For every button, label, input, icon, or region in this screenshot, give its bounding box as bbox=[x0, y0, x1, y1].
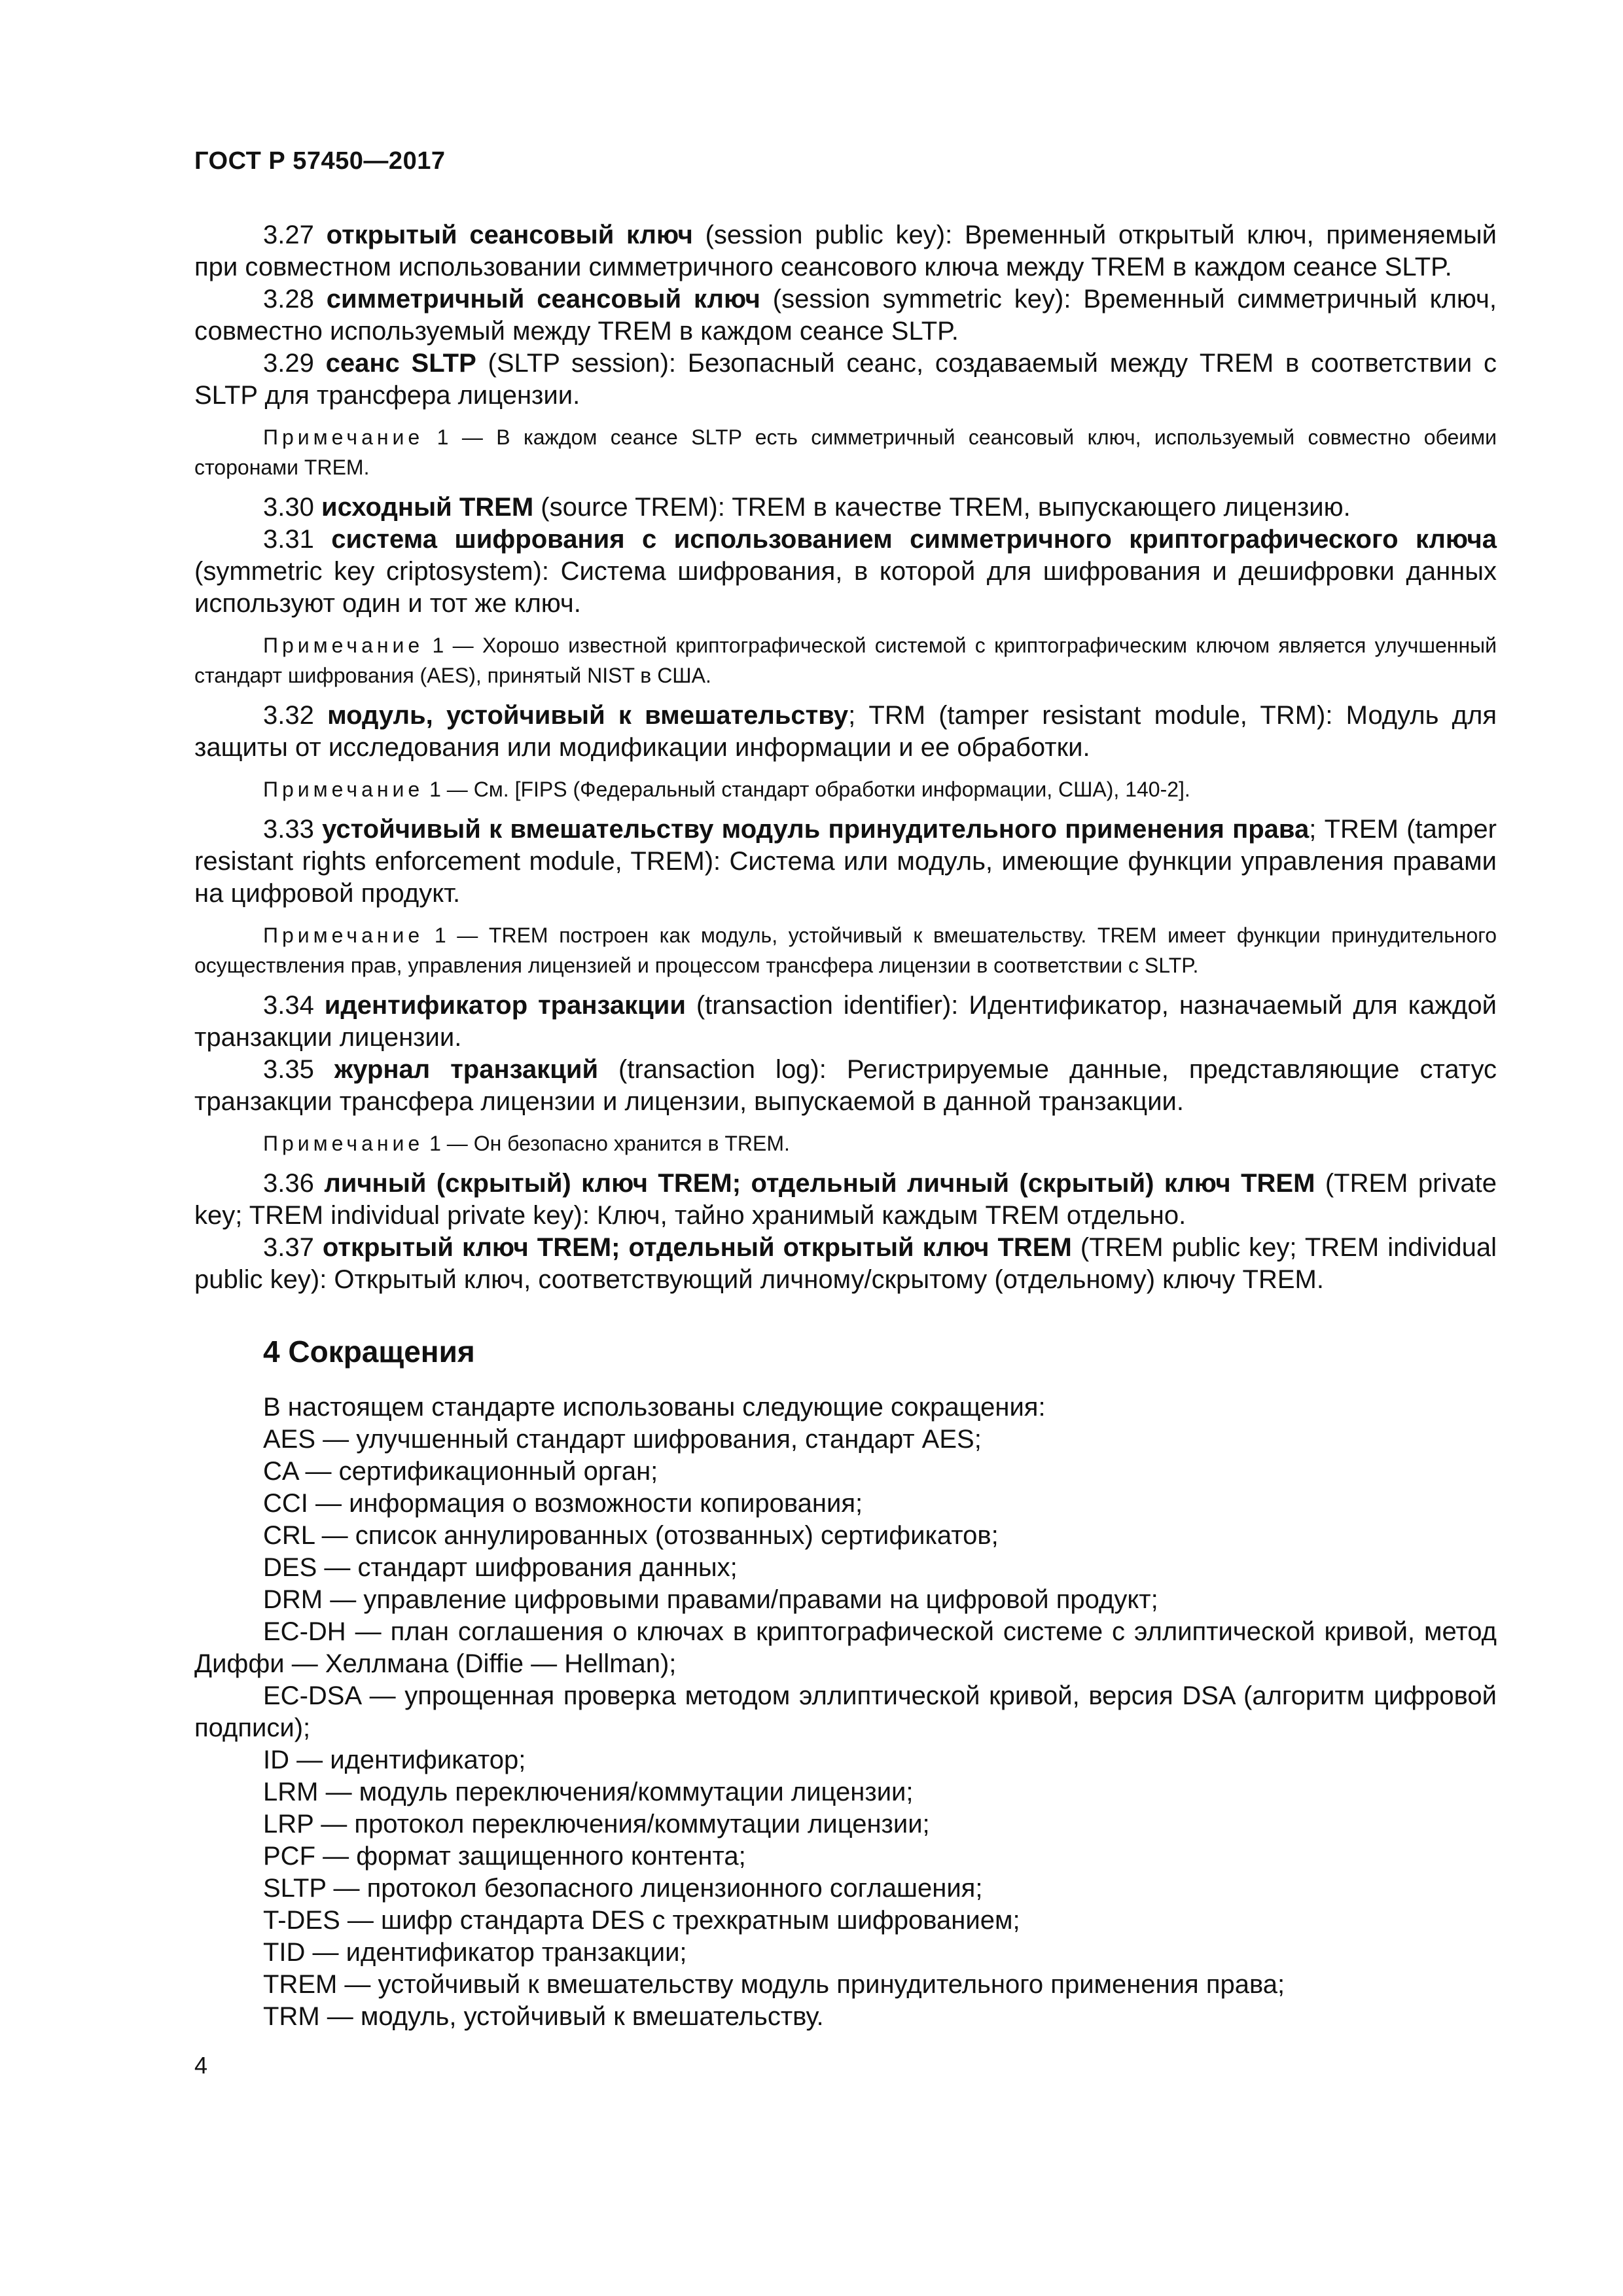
note-text: 1 — Он безопасно хранится в TREM. bbox=[423, 1132, 790, 1155]
term-note bbox=[194, 1128, 1497, 1158]
abbreviation-item: EC-DSA — упрощенная проверка методом эллиптической кривой, версия DSA (алгоритм цифровой подписи); bbox=[194, 1681, 1497, 1742]
term-definition bbox=[194, 492, 1497, 524]
term-number: 3.33 bbox=[263, 815, 314, 844]
page-number: 4 bbox=[194, 2052, 208, 2079]
term-number: 3.32 bbox=[263, 701, 314, 730]
note-text: 1 — См. [FIPS (Федеральный стандарт обработки информации, США), 140-2]. bbox=[423, 778, 1190, 801]
term-definition bbox=[194, 283, 1497, 348]
term-text: (session symmetric key): Временный симметричный ключ, совместно используемый между TREM в каждом сеансе SLTP. bbox=[194, 285, 1497, 346]
term-number: 3.31 bbox=[263, 525, 314, 554]
abbreviation-item: TREM — устойчивый к вмешательству модуль принудительного применения права; bbox=[263, 1970, 1285, 1999]
term-number: 3.37 bbox=[263, 1233, 314, 1262]
abbreviation-item: DRM — управление цифровыми правами/правами на цифровой продукт; bbox=[263, 1585, 1158, 1614]
term-definition bbox=[194, 700, 1497, 764]
note-label: Примечание bbox=[263, 924, 424, 947]
abbreviation-item: EC-DH — план соглашения о ключах в криптографической системе с эллиптической кривой, метод Диффи — Хеллмана (Diffie — Hellman); bbox=[194, 1617, 1497, 1678]
term-number: 3.27 bbox=[263, 221, 314, 249]
section-title: 4 Сокращения bbox=[263, 1335, 475, 1369]
term-text: (transaction identifier): Идентификатор, назначаемый для каждой транзакции лицензии. bbox=[194, 991, 1497, 1052]
abbreviation-item: ID — идентификатор; bbox=[263, 1746, 526, 1774]
term-text: (TREM private key; TREM individual private key): Ключ, тайно хранимый каждым TREM отдельно. bbox=[194, 1169, 1497, 1230]
term-name: идентификатор транзакции bbox=[324, 991, 686, 1020]
term-number: 3.34 bbox=[263, 991, 314, 1020]
document-body bbox=[194, 219, 1497, 2033]
term-number: 3.36 bbox=[263, 1169, 314, 1198]
term-name: открытый сеансовый ключ bbox=[326, 221, 693, 249]
abbreviation-item: TRM — модуль, устойчивый к вмешательству. bbox=[263, 2002, 824, 2031]
term-name: устойчивый к вмешательству модуль принудительного применения права bbox=[322, 815, 1310, 844]
term-text: (session public key): Временный открытый ключ, применяемый при совместном использовании симметричного сеансового ключа между TREM в каждом сеансе SLTP. bbox=[194, 221, 1497, 281]
abbreviation-item: CCI — информация о возможности копирования; bbox=[263, 1489, 863, 1518]
term-name: исходный TREM bbox=[321, 493, 534, 522]
abbreviation-item: CRL — список аннулированных (отозванных) сертификатов; bbox=[263, 1521, 999, 1550]
term-definition bbox=[194, 1232, 1497, 1296]
term-definition bbox=[194, 1054, 1497, 1118]
term-definition bbox=[194, 219, 1497, 283]
note-label: Примечание bbox=[263, 634, 424, 657]
term-text: ; TRM (tamper resistant module, TRM): Модуль для защиты от исследования или модификации информации и ее обработки. bbox=[194, 701, 1497, 762]
abbreviation-item: LRP — протокол переключения/коммутации лицензии; bbox=[263, 1810, 930, 1839]
note-label: Примечание bbox=[263, 425, 424, 449]
note-text: 1 — TREM построен как модуль, устойчивый к вмешательству. TREM имеет функции принудительного осуществления прав, управления лицензией и процессом трансфера лицензии в соответствии с SLTP. bbox=[194, 924, 1497, 977]
term-definition bbox=[194, 524, 1497, 620]
section-intro: В настоящем стандарте использованы следующие сокращения: bbox=[263, 1393, 1046, 1422]
term-text: ; TREM (tamper resistant rights enforcement module, TREM): Система или модуль, имеющие функции управления правами на цифровой продукт. bbox=[194, 815, 1497, 908]
term-text: (symmetric key criptosystem): Система шифрования, в которой для шифрования и дешифровки данных используют один и тот же ключ. bbox=[194, 557, 1497, 618]
note-label: Примечание bbox=[263, 1132, 424, 1155]
terms-list bbox=[194, 219, 1497, 1296]
document-header: ГОСТ Р 57450—2017 bbox=[194, 147, 446, 175]
term-name: личный (скрытый) ключ TREM; отдельный личный (скрытый) ключ TREM bbox=[324, 1169, 1315, 1198]
term-text: (source TREM): TREM в качестве TREM, выпускающего лицензию. bbox=[533, 493, 1351, 522]
term-note bbox=[194, 630, 1497, 691]
term-name: симметричный сеансовый ключ bbox=[326, 285, 760, 314]
term-name: сеанс SLTP bbox=[325, 349, 476, 378]
abbreviation-item: TID — идентификатор транзакции; bbox=[263, 1938, 687, 1967]
abbreviation-item: AES — улучшенный стандарт шифрования, стандарт AES; bbox=[263, 1425, 982, 1454]
term-name: открытый ключ TREM; отдельный открытый ключ TREM bbox=[322, 1233, 1072, 1262]
term-number: 3.28 bbox=[263, 285, 314, 314]
term-note bbox=[194, 920, 1497, 980]
term-name: модуль, устойчивый к вмешательству bbox=[327, 701, 849, 730]
note-text: 1 — В каждом сеансе SLTP есть симметричный сеансовый ключ, используемый совместно обеими сторонами TREM. bbox=[194, 425, 1497, 479]
term-text: (SLTP session): Безопасный сеанс, создаваемый между TREM в соответствии с SLTP для трансфера лицензии. bbox=[194, 349, 1497, 410]
term-name: система шифрования с использованием симметричного криптографического ключа bbox=[331, 525, 1497, 554]
abbreviation-item: PCF — формат защищенного контента; bbox=[263, 1842, 746, 1871]
note-text: 1 — Хорошо известной криптографической системой с криптографическим ключом является улучшенный стандарт шифрования (AES), принятый NIST в США. bbox=[194, 634, 1497, 687]
term-number: 3.30 bbox=[263, 493, 314, 522]
term-note bbox=[194, 774, 1497, 804]
abbreviations-list bbox=[194, 1424, 1497, 2033]
term-number: 3.35 bbox=[263, 1055, 314, 1084]
abbreviation-item: LRM — модуль переключения/коммутации лицензии; bbox=[263, 1778, 914, 1806]
term-text: (transaction log): Регистрируемые данные, представляющие статус транзакции трансфера лицензии и лицензии, выпускаемой в данной транзакции. bbox=[194, 1055, 1497, 1116]
term-definition bbox=[194, 1168, 1497, 1232]
note-label: Примечание bbox=[263, 778, 424, 801]
term-definition bbox=[194, 814, 1497, 910]
term-definition bbox=[194, 990, 1497, 1054]
term-number: 3.29 bbox=[263, 349, 314, 378]
abbreviation-item: CA — сертификационный орган; bbox=[263, 1457, 658, 1486]
term-name: журнал транзакций bbox=[334, 1055, 599, 1084]
abbreviation-item: DES — стандарт шифрования данных; bbox=[263, 1553, 738, 1582]
term-definition bbox=[194, 348, 1497, 412]
term-note bbox=[194, 422, 1497, 482]
abbreviation-item: T-DES — шифр стандарта DES с трехкратным шифрованием; bbox=[263, 1906, 1020, 1935]
term-text: (TREM public key; TREM individual public key): Открытый ключ, соответствующий личному/скрытому (отдельному) ключу TREM. bbox=[194, 1233, 1497, 1294]
abbreviation-item: SLTP — протокол безопасного лицензионного соглашения; bbox=[263, 1874, 983, 1903]
